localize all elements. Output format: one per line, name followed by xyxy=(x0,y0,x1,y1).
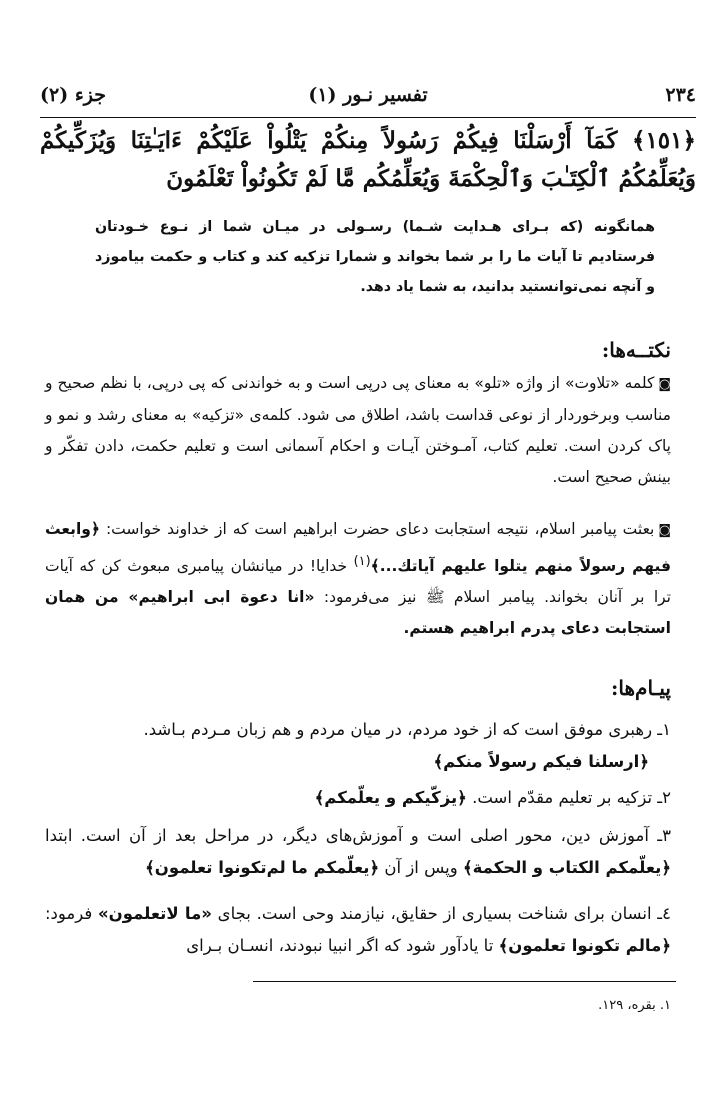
note-paragraph-1 xyxy=(45,368,671,493)
message-3-text-a: ۳ـ آموزش دين، محور اصلى است و آموزش‌هاى ديگر، در مراحل بعد از آن است. ابتدا xyxy=(45,826,671,845)
message-1-quote: ﴿ارسلنا فيكم رسولاً منكم﴾ xyxy=(433,752,649,771)
verse-line-2: وَيُعَلِّمُكُمُ ٱلْكِتَـٰبَ وَٱلْحِكْمَةَ وَيُعَلِّمُكُم مَّا لَمْ تَكُونُواْ تَعْلَمُونَ xyxy=(166,165,696,192)
message-4 xyxy=(45,898,671,962)
message-4-quote-2: ﴿مالم تكونوا تعلمون﴾ xyxy=(498,936,671,955)
messages-heading: پيـام‌ها: xyxy=(611,676,671,700)
note-1-text: كلمه «تلاوت» از واژه «تلو» به معناى پى درپى است و به خواندنى كه پى درپى، با نظم صحيح و مناسب وبرخوردار از نوعى قداست باشد، اطلاق مى شود. كلمه‌ى «تزكيه» به معناى رشد و نمو و پاک كردن است. تعليم كتاب، آمـوختن آيـات و احكام آسمانى است و تعليم حكمت، دادن تفكّر و بينش صحيح است. xyxy=(45,374,671,486)
message-2-text: ۲ـ تزكيه بر تعليم مقدّم است. xyxy=(472,788,671,807)
message-3 xyxy=(45,820,671,884)
book-title: تفسیر نـور (۱) xyxy=(308,84,428,106)
message-3-quote-1: ﴿يعلّمكم الكتاب و الحكمة﴾ xyxy=(462,858,671,877)
note-2-text-a: بعثت پيامبر اسلام، نتيجه استجابت دعاى حضرت ابراهيم است كه از خداوند خواست: xyxy=(105,520,655,538)
header-divider xyxy=(40,117,696,118)
verse-line-1: ﴿١٥١﴾ كَمَآ أَرْسَلْنَا فِيكُمْ رَسُولاً مِنكُمْ يَتْلُواْ عَلَيْكُمْ ءَايَـٰتِنَا وَيُزَكِّيكُمْ xyxy=(40,127,696,154)
bullet-marker: ◙ xyxy=(658,377,671,392)
message-1-text: ۱ـ رهبرى موفق است كه از خود مردم، در ميان مردم و هم زبان مـردم بـاشد. xyxy=(143,720,671,739)
message-3-text-b: وپس از آن xyxy=(384,858,458,877)
footnote: ١. بقره، ١٢٩. xyxy=(598,998,671,1013)
verse-translation: همانگونه (كه بـراى هـدايت شـما) رسـولى در ميـان شما از نـوع خـودتان فرستاديم تا آيات ما را بر شما بخواند و شمارا تزكيه كند و كتاب و حكمت بياموزد و آنچه نمى‌توانستيد بدانيد، به شما ياد دهد. xyxy=(95,219,655,295)
note-2-quote-2: «انا دعوة ابى ابراهيم» من همان استجابت دعاى پدرم ابراهيم هستم. xyxy=(45,588,671,638)
notes-heading: نكتــه‌ها: xyxy=(601,338,671,362)
bullet-marker: ◙ xyxy=(658,523,671,538)
page-number: ۲۳٤ xyxy=(665,84,696,106)
message-2 xyxy=(45,782,671,814)
footnote-divider xyxy=(253,981,676,982)
message-4-quote-1: «ما لاتعلمون» xyxy=(97,904,212,923)
note-2-text-b: خدايا! در ميانشان پيامبرى مبعوث كن كه آيات ترا بر آنان بخواند. پيامبر اسلام ﷺ نيز مى‌فرمود: xyxy=(45,557,671,607)
message-4-text-a: ٤ـ انسان براى شناخت بسيارى از حقايق، نيازمند وحى است. بجاى xyxy=(217,904,671,923)
message-4-text-c: تا يادآور شود كه اگر انبيا نبودند، انسـان بـراى xyxy=(186,936,494,955)
message-3-quote-2: ﴿يعلّمكم ما لم‌تكونوا تعلمون﴾ xyxy=(145,858,380,877)
message-2-quote: ﴿يزكّيكم و يعلّمكم﴾ xyxy=(314,788,467,807)
footnote-ref: (١) xyxy=(353,554,371,569)
message-1 xyxy=(45,714,671,778)
message-4-text-b: فرمود: xyxy=(45,904,93,923)
juz-label: جزء (۲) xyxy=(40,84,106,106)
quran-verse xyxy=(40,122,696,198)
note-2-quote: ﴿وابعث فيهم رسولاً منهم يتلوا عليهم آياتك...﴾ xyxy=(45,520,671,576)
page-header xyxy=(40,84,696,112)
note-paragraph-2 xyxy=(45,514,671,644)
